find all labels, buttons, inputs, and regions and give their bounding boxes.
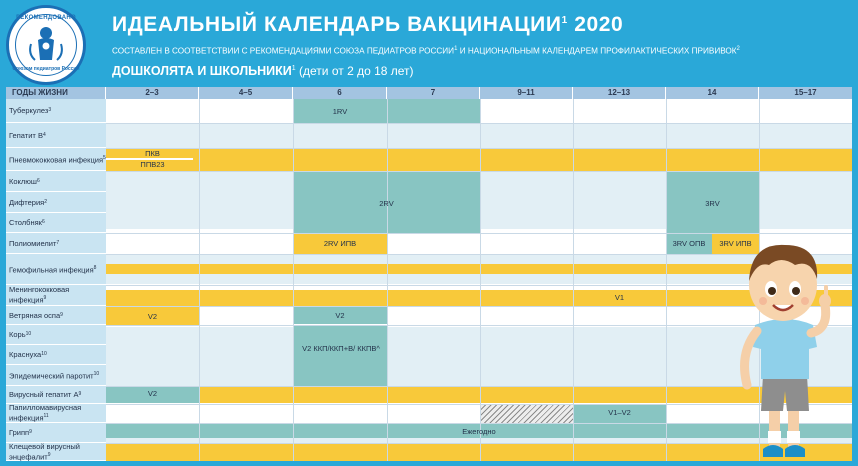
page-subtitle bbox=[112, 46, 740, 56]
grid-line bbox=[573, 99, 574, 461]
section-heading bbox=[112, 64, 414, 78]
age-header: 7 bbox=[387, 87, 480, 99]
grid-line bbox=[106, 123, 852, 124]
age-header: 2–3 bbox=[106, 87, 199, 99]
page-title bbox=[112, 13, 623, 37]
subtitle-part-a: СОСТАВЛЕН В СООТВЕТСТВИИ С РЕКОМЕНДАЦИЯМИ СОЮЗА ПЕДИАТРОВ РОССИИ bbox=[112, 46, 455, 56]
mark-dtp-6-7: 2RV bbox=[379, 199, 394, 208]
cell-hpv-hatched bbox=[480, 404, 573, 423]
row-label-polio: Полиомиелит 7 bbox=[6, 233, 106, 254]
mark-polio-14-opv: 3RV ОПВ bbox=[672, 239, 706, 248]
header-years-of-life: ГОДЫ ЖИЗНИ bbox=[6, 87, 106, 99]
row-label-measles: Корь 10 bbox=[6, 325, 106, 345]
row-label-tbe: Клещевой вирусный энцефалит$^9$ bbox=[6, 443, 106, 461]
logo-bottom-text: Союзом педиатров России bbox=[12, 66, 80, 72]
logo-top-text: РЕКОМЕНДОВАНО bbox=[16, 15, 76, 21]
mark-dtp-14: 3RV bbox=[705, 199, 720, 208]
cell-mmr bbox=[293, 325, 387, 386]
title-year: 2020 bbox=[574, 13, 624, 36]
mark-polio-14-ipv: 3RV ИПВ bbox=[719, 239, 752, 248]
row-bg-hepb bbox=[106, 123, 852, 148]
row-label-tuberculosis: Туберкулез 3 bbox=[6, 99, 106, 123]
age-header: 14 bbox=[666, 87, 759, 99]
row-label-diphtheria: Дифтерия 2 bbox=[6, 192, 106, 213]
grid-line bbox=[666, 99, 667, 461]
grid-line bbox=[199, 99, 200, 461]
row-label-hepatitis-b: Гепатит В 4 bbox=[6, 123, 106, 148]
age-header: 6 bbox=[293, 87, 387, 99]
mark-flu: Ежегодно bbox=[462, 427, 496, 436]
row-label-varicella: Ветряная оспа 9 bbox=[6, 306, 106, 325]
grid-line bbox=[106, 233, 852, 234]
age-header: 12–13 bbox=[573, 87, 666, 99]
row-label-mumps: Эпидемический паротит$^{10}$ bbox=[6, 365, 106, 386]
subtitle-part-b: И НАЦИОНАЛЬНЫМ КАЛЕНДАРЕМ ПРОФИЛАКТИЧЕСКИХ ПРИВИВОК bbox=[457, 46, 737, 56]
mark-varicella-6: V2 bbox=[335, 311, 345, 320]
grid-line bbox=[106, 148, 852, 149]
boy-illustration bbox=[725, 235, 840, 463]
section-rest: (дети от 2 до 18 лет) bbox=[295, 64, 414, 78]
section-footnote: 1 bbox=[291, 65, 296, 72]
row-label-hib: Гемофильная инфекция$^8$ bbox=[6, 254, 106, 285]
mark-tb: 1RV bbox=[332, 107, 348, 116]
mark-hpv: V1–V2 bbox=[608, 408, 631, 417]
family-icon bbox=[25, 24, 67, 64]
row-label-influenza: Грипп 9 bbox=[6, 423, 106, 443]
subtitle-footnote-1: 1 bbox=[454, 46, 458, 52]
title-footnote: 1 bbox=[561, 15, 568, 26]
subtitle-footnote-2: 2 bbox=[736, 46, 740, 52]
cell-pneumo bbox=[193, 148, 852, 171]
mark-mmr: V2 ККП/ККП+В/ ККПВ^ bbox=[302, 344, 380, 353]
row-label-hpv: Папилломавирусная инфекция$^{11}$ bbox=[6, 404, 106, 423]
mark-varicella-23: V2 bbox=[147, 312, 158, 321]
title-text: ИДЕАЛЬНЫЙ КАЛЕНДАРЬ ВАКЦИНАЦИИ bbox=[112, 13, 562, 36]
mark-mening: V1 bbox=[614, 293, 625, 302]
spr-logo bbox=[6, 5, 86, 85]
row-label-pneumococcal: Пневмококковая инфекция$^5$ bbox=[6, 148, 106, 171]
grid-line bbox=[480, 99, 481, 461]
grid-line bbox=[387, 99, 388, 461]
mark-hepa: V2 bbox=[147, 389, 158, 398]
grid-line bbox=[106, 171, 852, 172]
age-header: 9–11 bbox=[480, 87, 573, 99]
section-bold: ДОШКОЛЯТА И ШКОЛЬНИКИ bbox=[112, 64, 292, 78]
age-header: 15–17 bbox=[759, 87, 852, 99]
row-label-hepatitis-a: Вирусный гепатит А 9 bbox=[6, 386, 106, 404]
row-label-rubella: Краснуха 10 bbox=[6, 345, 106, 365]
mark-ppv23: ППВ23 bbox=[140, 160, 165, 169]
mark-polio-6: 2RV ИПВ bbox=[323, 239, 357, 248]
mark-pkv: ПКВ bbox=[145, 149, 160, 158]
grid-line bbox=[293, 99, 294, 461]
row-label-tetanus: Столбняк 6 bbox=[6, 213, 106, 233]
age-header: 4–5 bbox=[199, 87, 293, 99]
row-label-meningococcal: Менингококковая инфекция$^9$ bbox=[6, 285, 106, 306]
row-label-pertussis: Коклюш 6 bbox=[6, 171, 106, 192]
